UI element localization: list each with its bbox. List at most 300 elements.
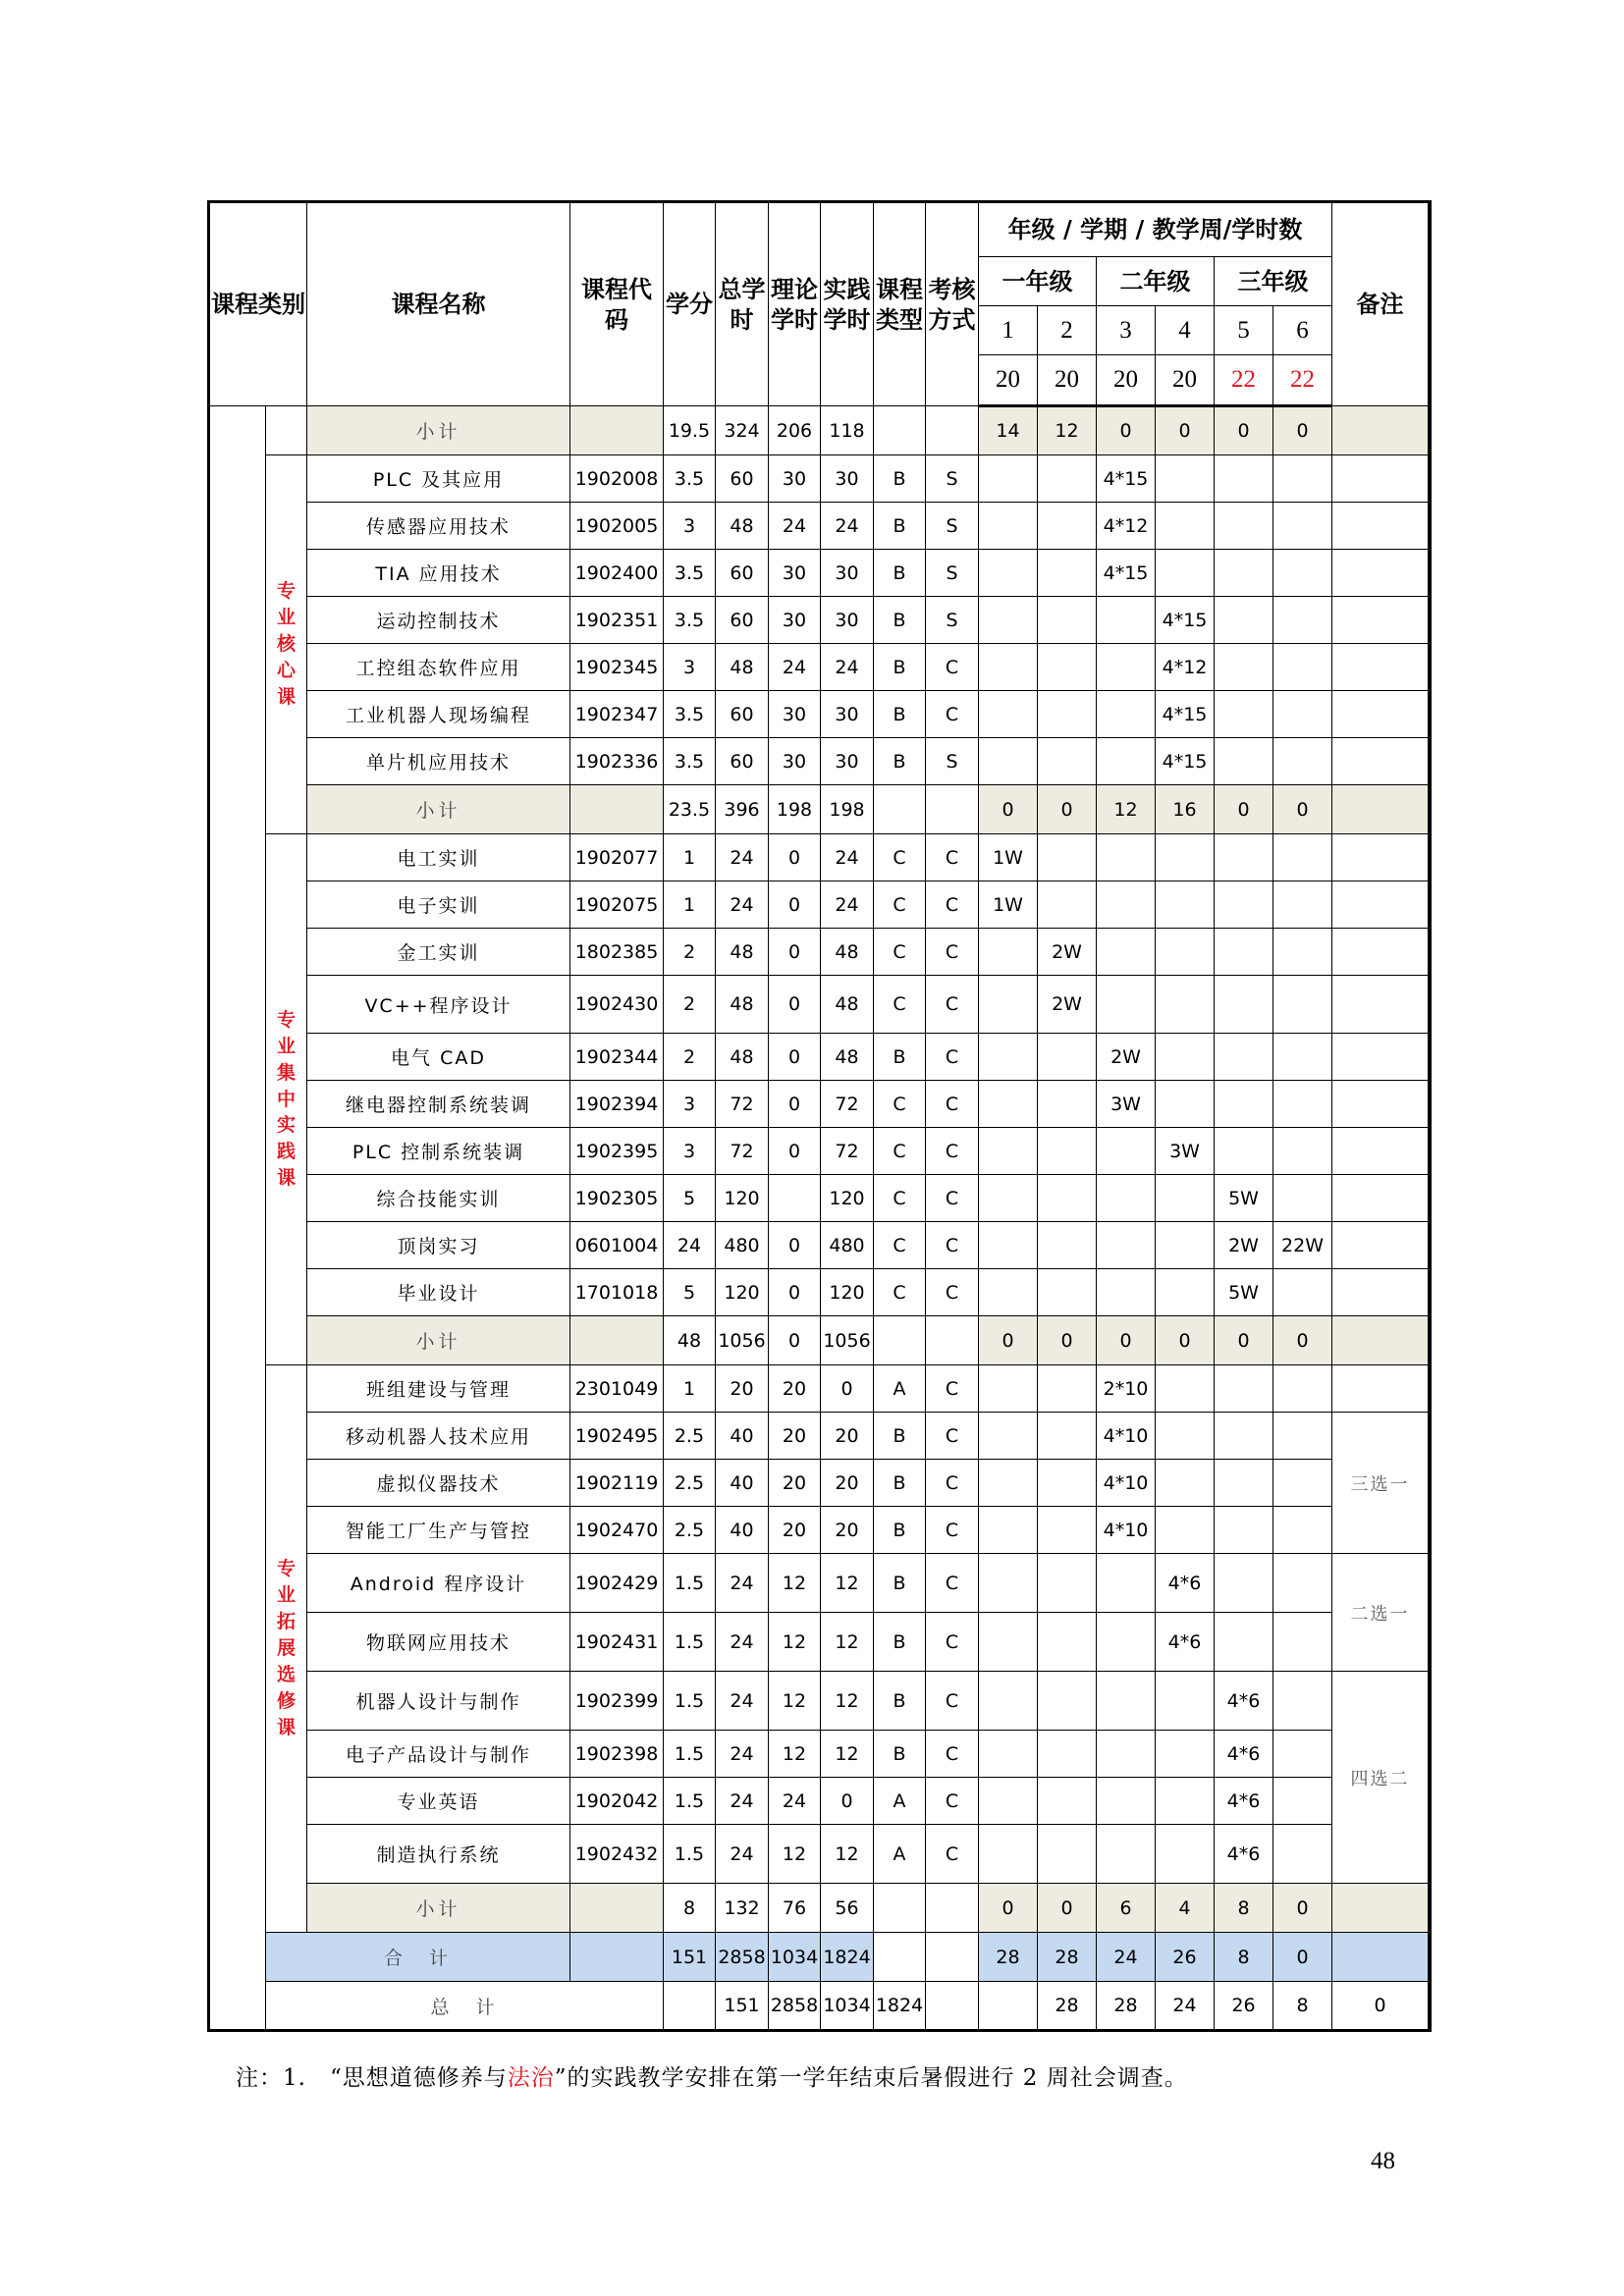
header-practice-hours: 实践学时 xyxy=(821,202,874,406)
remark-cell xyxy=(1332,1175,1429,1222)
subtotal-value: 19.5 xyxy=(664,406,716,455)
course-cell: C xyxy=(926,644,979,691)
course-cell: 1902075 xyxy=(570,881,664,929)
course-cell: 120 xyxy=(716,1175,769,1222)
course-cell: 24 xyxy=(716,1613,769,1672)
header-semester: 3 xyxy=(1097,306,1156,355)
course-row xyxy=(209,503,1431,550)
subtotal-value xyxy=(874,406,926,455)
course-cell xyxy=(1273,1365,1332,1413)
course-cell: 1902394 xyxy=(570,1081,664,1128)
course-cell: 3.5 xyxy=(664,597,716,644)
final-total-value: 24 xyxy=(1156,1982,1215,2031)
course-cell xyxy=(1273,1731,1332,1778)
course-cell: 1902432 xyxy=(570,1825,664,1884)
course-cell: B xyxy=(874,1460,926,1507)
course-name: 制造执行系统 xyxy=(307,1825,570,1884)
course-cell xyxy=(1097,1128,1156,1175)
course-cell: C xyxy=(926,1507,979,1554)
course-cell: 2 xyxy=(664,929,716,976)
course-cell xyxy=(1097,1731,1156,1778)
course-cell xyxy=(1156,1413,1215,1460)
course-cell: S xyxy=(926,597,979,644)
remark-cell xyxy=(1332,834,1429,881)
course-cell: S xyxy=(926,550,979,597)
course-cell: B xyxy=(874,503,926,550)
course-cell: 30 xyxy=(769,550,821,597)
course-name: 机器人设计与制作 xyxy=(307,1672,570,1731)
subtotal-value: 0 xyxy=(979,785,1038,834)
header-course-name: 课程名称 xyxy=(307,202,570,406)
course-cell: 12 xyxy=(821,1825,874,1884)
course-cell: 48 xyxy=(821,976,874,1034)
course-cell: 20 xyxy=(821,1507,874,1554)
course-name: 传感器应用技术 xyxy=(307,503,570,550)
course-cell: 24 xyxy=(716,834,769,881)
course-cell: 24 xyxy=(821,644,874,691)
grand-total-label: 合 计 xyxy=(266,1933,570,1982)
course-cell: C xyxy=(874,1222,926,1269)
grand-total-value: 1034 xyxy=(769,1933,821,1982)
course-cell: 24 xyxy=(716,1554,769,1613)
course-cell: 120 xyxy=(716,1269,769,1316)
course-cell: 1902008 xyxy=(570,455,664,503)
course-cell xyxy=(979,1269,1038,1316)
course-cell xyxy=(1273,1175,1332,1222)
subtotal-value xyxy=(926,1884,979,1933)
course-cell: 1.5 xyxy=(664,1731,716,1778)
subtotal-value xyxy=(874,1316,926,1365)
course-cell xyxy=(1156,881,1215,929)
course-cell: B xyxy=(874,644,926,691)
course-cell: 1902398 xyxy=(570,1731,664,1778)
subtotal-value: 324 xyxy=(716,406,769,455)
course-cell xyxy=(1273,1778,1332,1825)
course-cell: 24 xyxy=(821,503,874,550)
course-cell: 0 xyxy=(769,1081,821,1128)
course-cell xyxy=(1097,691,1156,738)
course-cell: C xyxy=(926,1825,979,1884)
course-cell xyxy=(1038,1731,1097,1778)
course-cell: 48 xyxy=(821,1034,874,1081)
course-cell xyxy=(1215,929,1273,976)
course-cell: C xyxy=(874,881,926,929)
course-cell xyxy=(1273,1460,1332,1507)
course-cell: 12 xyxy=(769,1731,821,1778)
remark-cell xyxy=(1332,881,1429,929)
final-total-value xyxy=(979,1982,1038,2031)
final-total-value: 28 xyxy=(1097,1982,1156,2031)
course-cell xyxy=(1215,1128,1273,1175)
remark-cell xyxy=(1332,455,1429,503)
elective-note: 四选二 xyxy=(1332,1672,1429,1884)
course-cell: S xyxy=(926,738,979,785)
subtotal-value: 0 xyxy=(1038,1884,1097,1933)
course-cell xyxy=(1038,1365,1097,1413)
grand-total-value: 28 xyxy=(979,1933,1038,1982)
course-cell: 1902005 xyxy=(570,503,664,550)
course-cell xyxy=(979,1507,1038,1554)
course-cell xyxy=(1156,1034,1215,1081)
course-cell: 1902344 xyxy=(570,1034,664,1081)
course-cell xyxy=(769,1175,821,1222)
course-cell: C xyxy=(926,1413,979,1460)
course-cell xyxy=(1156,1460,1215,1507)
header-schedule: 年级 / 学期 / 教学周/学时数 xyxy=(979,202,1332,257)
subtotal-value: 12 xyxy=(1038,406,1097,455)
course-cell: C xyxy=(874,834,926,881)
course-row xyxy=(209,1731,1431,1778)
header-semester: 6 xyxy=(1273,306,1332,355)
course-cell xyxy=(1156,1269,1215,1316)
course-name: 智能工厂生产与管控 xyxy=(307,1507,570,1554)
course-cell: B xyxy=(874,1413,926,1460)
course-cell xyxy=(1156,1672,1215,1731)
course-cell xyxy=(1273,1269,1332,1316)
course-name: 继电器控制系统装调 xyxy=(307,1081,570,1128)
course-name: VC++程序设计 xyxy=(307,976,570,1034)
subtotal-label: 小计 xyxy=(307,1316,570,1365)
course-cell xyxy=(1273,1413,1332,1460)
footnote-suffix: ”的实践教学安排在第一学年结束后暑假进行 2 周社会调查。 xyxy=(554,2065,1188,2091)
header-semester: 2 xyxy=(1038,306,1097,355)
course-cell: 30 xyxy=(769,691,821,738)
course-cell: C xyxy=(926,976,979,1034)
subtotal-value: 0 xyxy=(769,1316,821,1365)
course-cell: B xyxy=(874,597,926,644)
remark-cell xyxy=(1332,597,1429,644)
course-cell: B xyxy=(874,1034,926,1081)
course-cell: C xyxy=(926,1365,979,1413)
course-cell xyxy=(1097,1222,1156,1269)
course-cell xyxy=(1215,881,1273,929)
course-cell: C xyxy=(874,1128,926,1175)
subtotal-value xyxy=(874,785,926,834)
course-cell: 0 xyxy=(821,1778,874,1825)
course-cell xyxy=(1038,1507,1097,1554)
course-row xyxy=(209,738,1431,785)
remark-cell xyxy=(1332,1222,1429,1269)
grand-total-value: 26 xyxy=(1156,1933,1215,1982)
subtotal-code xyxy=(570,785,664,834)
course-name: 顶岗实习 xyxy=(307,1222,570,1269)
course-name: 电气 CAD xyxy=(307,1034,570,1081)
course-cell xyxy=(1038,691,1097,738)
course-cell xyxy=(1273,597,1332,644)
course-cell: B xyxy=(874,1731,926,1778)
header-course-type: 课程类型 xyxy=(874,202,926,406)
remark-cell xyxy=(1332,503,1429,550)
course-cell xyxy=(1097,834,1156,881)
course-cell xyxy=(1156,550,1215,597)
course-cell xyxy=(1038,1672,1097,1731)
subtotal-value xyxy=(874,1884,926,1933)
final-total-value: 26 xyxy=(1215,1982,1273,2031)
course-cell xyxy=(1097,1175,1156,1222)
course-cell: A xyxy=(874,1778,926,1825)
subtotal-value: 48 xyxy=(664,1316,716,1365)
course-cell: 1902470 xyxy=(570,1507,664,1554)
grand-total-value: 2858 xyxy=(716,1933,769,1982)
subtotal-value: 0 xyxy=(1215,406,1273,455)
course-cell: 24 xyxy=(716,1731,769,1778)
course-cell: S xyxy=(926,455,979,503)
course-cell: 60 xyxy=(716,455,769,503)
course-cell: 0 xyxy=(769,1222,821,1269)
category-label: 专业集中实践课 xyxy=(266,834,307,1365)
course-cell: 30 xyxy=(821,691,874,738)
subtotal-value: 12 xyxy=(1097,785,1156,834)
course-cell xyxy=(1156,834,1215,881)
course-row xyxy=(209,1778,1431,1825)
course-cell xyxy=(979,1613,1038,1672)
remark-cell xyxy=(1332,1128,1429,1175)
course-name: PLC 控制系统装调 xyxy=(307,1128,570,1175)
course-cell: 2 xyxy=(664,976,716,1034)
subtotal-value: 16 xyxy=(1156,785,1215,834)
subtotal-value: 0 xyxy=(1038,1316,1097,1365)
course-cell: C xyxy=(926,834,979,881)
course-cell xyxy=(1215,1613,1273,1672)
course-cell: 48 xyxy=(821,929,874,976)
course-cell xyxy=(1215,976,1273,1034)
course-cell: C xyxy=(874,976,926,1034)
course-cell xyxy=(979,1672,1038,1731)
course-cell: 24 xyxy=(769,503,821,550)
final-total-code xyxy=(664,1982,716,2031)
course-cell: 5W xyxy=(1215,1175,1273,1222)
header-weeks: 20 xyxy=(979,355,1038,406)
course-cell xyxy=(1038,503,1097,550)
footnote-highlight: 法治 xyxy=(507,2065,555,2091)
course-name: 金工实训 xyxy=(307,929,570,976)
course-cell: 24 xyxy=(821,834,874,881)
course-cell xyxy=(1215,550,1273,597)
course-cell xyxy=(1038,1460,1097,1507)
course-cell xyxy=(1273,929,1332,976)
course-cell xyxy=(1038,550,1097,597)
course-cell: B xyxy=(874,1672,926,1731)
course-cell xyxy=(1038,1613,1097,1672)
course-cell xyxy=(979,1778,1038,1825)
course-cell: 2W xyxy=(1215,1222,1273,1269)
course-cell xyxy=(1215,1507,1273,1554)
final-total-value: 2858 xyxy=(769,1982,821,2031)
course-cell: A xyxy=(874,1365,926,1413)
course-cell: 20 xyxy=(769,1413,821,1460)
course-cell: A xyxy=(874,1825,926,1884)
course-cell: 72 xyxy=(821,1081,874,1128)
course-row xyxy=(209,1460,1431,1507)
course-cell xyxy=(979,1365,1038,1413)
course-cell xyxy=(1097,1778,1156,1825)
course-cell xyxy=(1156,1175,1215,1222)
course-cell: 1.5 xyxy=(664,1825,716,1884)
final-total-value: 8 xyxy=(1273,1982,1332,2031)
course-name: 班组建设与管理 xyxy=(307,1365,570,1413)
grand-total-code xyxy=(570,1933,664,1982)
subtotal-label: 小计 xyxy=(307,785,570,834)
course-cell: 30 xyxy=(821,738,874,785)
course-cell: C xyxy=(926,1731,979,1778)
course-cell xyxy=(1097,976,1156,1034)
course-cell xyxy=(1038,1269,1097,1316)
header-grade-3: 三年级 xyxy=(1215,257,1332,306)
course-cell: 30 xyxy=(769,597,821,644)
course-cell: 30 xyxy=(821,597,874,644)
course-name: Android 程序设计 xyxy=(307,1554,570,1613)
header-category: 课程类别 xyxy=(209,202,307,406)
header-weeks: 22 xyxy=(1273,355,1332,406)
course-cell xyxy=(1273,550,1332,597)
course-cell: 0 xyxy=(769,976,821,1034)
course-cell: C xyxy=(926,1034,979,1081)
course-cell xyxy=(1215,455,1273,503)
course-cell: C xyxy=(926,1269,979,1316)
subtotal-value: 0 xyxy=(1215,1316,1273,1365)
course-cell: 3.5 xyxy=(664,550,716,597)
course-row xyxy=(209,929,1431,976)
course-cell xyxy=(1038,1778,1097,1825)
final-total-value: 1824 xyxy=(874,1982,926,2031)
course-cell: B xyxy=(874,1507,926,1554)
final-total-label: 总 计 xyxy=(266,1982,664,2031)
grand-total-value xyxy=(874,1933,926,1982)
course-cell: 4*15 xyxy=(1156,738,1215,785)
course-row xyxy=(209,691,1431,738)
course-cell: C xyxy=(926,1222,979,1269)
course-cell xyxy=(979,1825,1038,1884)
course-cell xyxy=(1156,929,1215,976)
final-total-value: 28 xyxy=(1038,1982,1097,2031)
course-cell: 120 xyxy=(821,1175,874,1222)
course-cell: C xyxy=(926,1613,979,1672)
course-cell: 30 xyxy=(769,738,821,785)
course-cell xyxy=(1215,1413,1273,1460)
course-cell: 3.5 xyxy=(664,691,716,738)
subtotal-value: 0 xyxy=(1156,1316,1215,1365)
course-name: 毕业设计 xyxy=(307,1269,570,1316)
remark-cell xyxy=(1332,644,1429,691)
course-row xyxy=(209,881,1431,929)
course-row xyxy=(209,455,1431,503)
course-cell xyxy=(1156,503,1215,550)
course-cell xyxy=(979,1128,1038,1175)
subtotal-value: 396 xyxy=(716,785,769,834)
course-cell xyxy=(1038,455,1097,503)
subtotal-value: 76 xyxy=(769,1884,821,1933)
course-cell: 20 xyxy=(769,1460,821,1507)
subtotal-label: 小计 xyxy=(307,406,570,455)
header-credit: 学分 xyxy=(664,202,716,406)
course-cell: B xyxy=(874,1613,926,1672)
course-cell: 4*6 xyxy=(1156,1554,1215,1613)
course-cell xyxy=(1156,1507,1215,1554)
course-cell: C xyxy=(926,881,979,929)
course-cell: 1W xyxy=(979,834,1038,881)
course-cell xyxy=(1215,834,1273,881)
curriculum-table xyxy=(207,200,1432,2032)
course-cell xyxy=(979,1034,1038,1081)
grand-total-value: 28 xyxy=(1038,1933,1097,1982)
course-cell: 0601004 xyxy=(570,1222,664,1269)
course-cell xyxy=(1215,1460,1273,1507)
course-cell xyxy=(979,455,1038,503)
course-cell xyxy=(1156,1222,1215,1269)
course-cell: 24 xyxy=(716,881,769,929)
course-cell: 20 xyxy=(821,1413,874,1460)
course-cell xyxy=(1273,881,1332,929)
subtotal-code xyxy=(570,1884,664,1933)
course-cell xyxy=(1273,1825,1332,1884)
remark-cell xyxy=(1332,1365,1429,1413)
grand-total-value: 1824 xyxy=(821,1933,874,1982)
course-row xyxy=(209,1613,1431,1672)
subtotal-value: 8 xyxy=(664,1884,716,1933)
course-cell: 0 xyxy=(769,881,821,929)
course-cell: C xyxy=(874,1269,926,1316)
subtotal-value: 0 xyxy=(1273,406,1332,455)
course-cell: 120 xyxy=(821,1269,874,1316)
course-cell: 72 xyxy=(716,1081,769,1128)
course-cell: 12 xyxy=(769,1825,821,1884)
subtotal-code xyxy=(570,406,664,455)
course-cell: 20 xyxy=(769,1507,821,1554)
course-cell xyxy=(1215,1554,1273,1613)
course-cell xyxy=(1156,1365,1215,1413)
header-weeks: 20 xyxy=(1097,355,1156,406)
course-cell: 2.5 xyxy=(664,1413,716,1460)
course-cell xyxy=(1038,644,1097,691)
course-cell xyxy=(1097,738,1156,785)
course-cell: 40 xyxy=(716,1413,769,1460)
course-cell: 24 xyxy=(769,1778,821,1825)
course-cell: 12 xyxy=(769,1613,821,1672)
course-cell xyxy=(979,976,1038,1034)
course-cell: C xyxy=(874,1175,926,1222)
course-row xyxy=(209,1128,1431,1175)
course-row xyxy=(209,644,1431,691)
course-name: PLC 及其应用 xyxy=(307,455,570,503)
course-name: 单片机应用技术 xyxy=(307,738,570,785)
course-cell xyxy=(979,691,1038,738)
course-cell: 30 xyxy=(769,455,821,503)
page-number: 48 xyxy=(1371,2148,1395,2174)
course-cell xyxy=(1273,976,1332,1034)
course-cell xyxy=(1038,1222,1097,1269)
course-cell: 480 xyxy=(821,1222,874,1269)
course-cell xyxy=(1215,644,1273,691)
header-weeks: 22 xyxy=(1215,355,1273,406)
subtotal-value: 6 xyxy=(1097,1884,1156,1933)
course-cell: 1902351 xyxy=(570,597,664,644)
course-cell xyxy=(1215,1365,1273,1413)
subtotal-value: 4 xyxy=(1156,1884,1215,1933)
course-cell xyxy=(1273,834,1332,881)
subtotal-value: 0 xyxy=(979,1316,1038,1365)
header-semester: 5 xyxy=(1215,306,1273,355)
course-cell: 1902305 xyxy=(570,1175,664,1222)
course-cell: 20 xyxy=(769,1365,821,1413)
course-cell: C xyxy=(926,1554,979,1613)
course-cell xyxy=(1273,1128,1332,1175)
subtotal-value: 118 xyxy=(821,406,874,455)
course-cell: 1902431 xyxy=(570,1613,664,1672)
course-cell: 1.5 xyxy=(664,1672,716,1731)
remark-cell xyxy=(1332,1081,1429,1128)
course-cell: 40 xyxy=(716,1460,769,1507)
course-cell: 3W xyxy=(1097,1081,1156,1128)
